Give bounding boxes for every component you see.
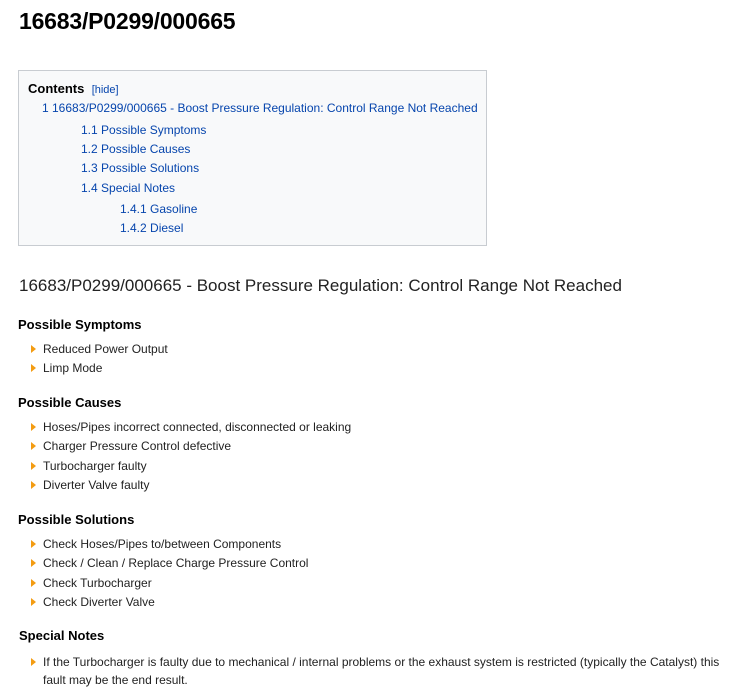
special-notes-list	[28, 653, 730, 689]
section-title: 16683/P0299/000665 - Boost Pressure Regulation: Control Range Not Reached	[19, 276, 622, 295]
list-item: Limp Mode	[28, 359, 168, 378]
list-item: Reduced Power Output	[28, 340, 168, 359]
toc-link-special-notes[interactable]: 1.4 Special Notes	[81, 181, 176, 195]
toc-link-possible-causes[interactable]: 1.2 Possible Causes	[81, 142, 191, 156]
list-item: Check / Clean / Replace Charge Pressure Control	[28, 554, 308, 573]
list-item: Check Hoses/Pipes to/between Components	[28, 535, 308, 554]
toc-header	[28, 81, 119, 96]
possible-solutions-heading: Possible Solutions	[18, 512, 135, 527]
list-item: Check Diverter Valve	[28, 593, 308, 612]
list-item: Diverter Valve faulty	[28, 476, 351, 495]
toc-hide-toggle[interactable]: [hide]	[91, 84, 119, 96]
possible-symptoms-list	[28, 340, 168, 379]
toc-link-possible-symptoms[interactable]: 1.1 Possible Symptoms	[81, 123, 207, 137]
toc-link-possible-solutions[interactable]: 1.3 Possible Solutions	[81, 161, 200, 175]
list-item: Hoses/Pipes incorrect connected, disconnected or leaking	[28, 418, 351, 437]
special-notes-heading: Special Notes	[19, 628, 105, 643]
list-item: Turbocharger faulty	[28, 457, 351, 476]
toc-link-section-1[interactable]: 1 16683/P0299/000665 - Boost Pressure Regulation: Control Range Not Reached	[42, 101, 478, 115]
possible-solutions-list	[28, 535, 308, 612]
toc-link-gasoline[interactable]: 1.4.1 Gasoline	[120, 202, 198, 216]
list-item: Charger Pressure Control defective	[28, 437, 351, 456]
table-of-contents	[18, 70, 487, 246]
list-item: If the Turbocharger is faulty due to mechanical / internal problems or the exhaust system is restricted (typically the Catalyst) this fault may be the end result.	[28, 653, 730, 689]
possible-causes-heading: Possible Causes	[18, 395, 122, 410]
toc-title: Contents	[28, 81, 85, 96]
possible-causes-list	[28, 418, 351, 495]
possible-symptoms-heading: Possible Symptoms	[18, 317, 142, 332]
toc-link-diesel[interactable]: 1.4.2 Diesel	[120, 221, 184, 235]
page-title: 16683/P0299/000665	[19, 8, 236, 34]
list-item: Check Turbocharger	[28, 574, 308, 593]
